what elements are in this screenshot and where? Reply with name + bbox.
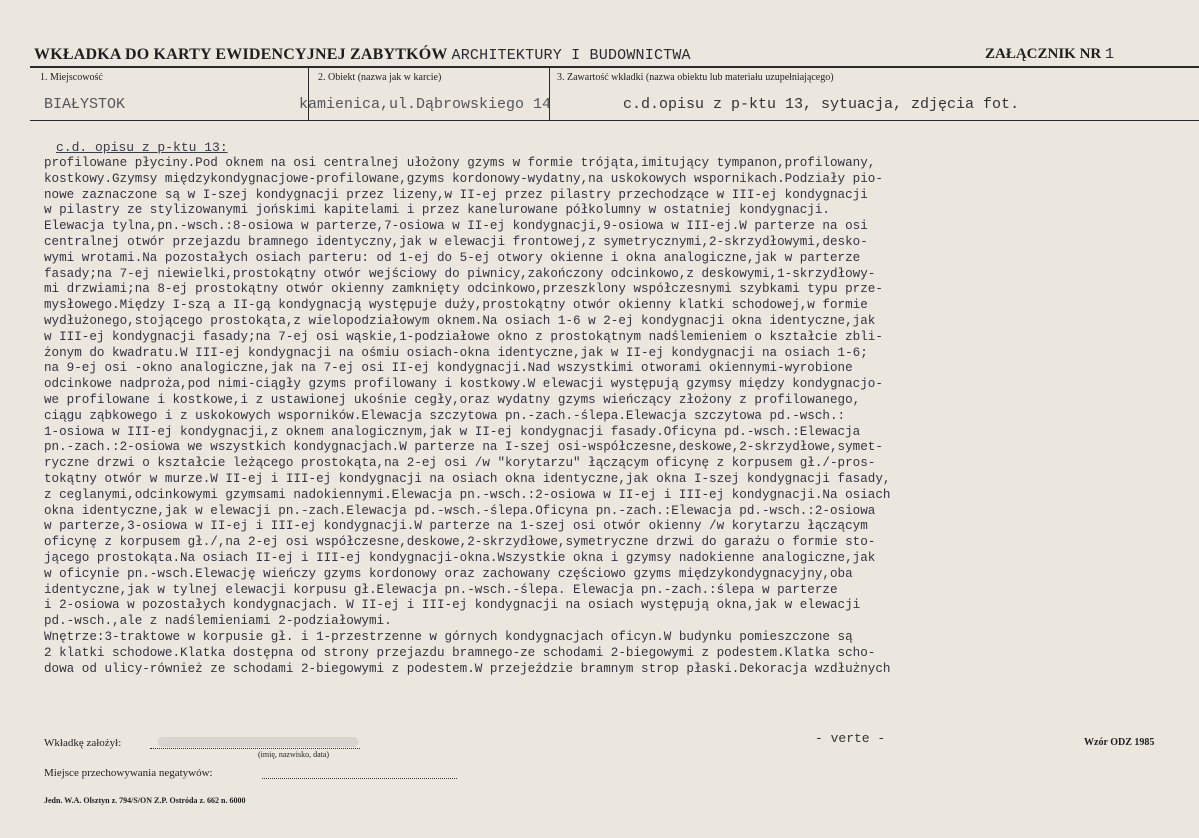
description-line: profilowane płyciny.Pod oknem na osi centralnej ułożony gzyms w formie trójąta,imitujący tympanon,profilowany, (44, 156, 876, 170)
attachment-number (985, 46, 1114, 63)
header-top-rule (30, 66, 1199, 68)
description-body (44, 156, 1199, 677)
description-line: pn.-zach.:2-osiowa we wszystkich kondygnacjach.W parterze na I-szej osi-współczesne,deskowe,2-skrzydłowe,symet- (44, 440, 883, 455)
verte-note: - verte - (815, 731, 886, 746)
founder-line (150, 748, 360, 749)
card-title (34, 46, 691, 64)
description-line: okna identyczne,jak w elewacji pn.-zach.Elewacja pd.-wsch.-ślepa.Oficyna pn.-zach.:Elewacja pd.-wsch.:2-osiowa (44, 503, 876, 518)
attachment-value: 1 (1105, 46, 1115, 63)
description-line: nowe zaznaczone są w I-szej kondygnacji przez lizeny,w II-ej przez pilastry przechodzące w III-ej kondygnacji (44, 187, 868, 202)
description-line: fasady;na 7-ej niewielki,prostokątny otwór wejściowy do piwnicy,zakończony odcinkowo,z deskowymi,1-skrzydłowy- (44, 266, 876, 281)
description-line: tokątny otwór w murze.W II-ej i III-ej kondygnacji na osiach okna identyczne,jak okna I-szej kondygnacji fasady, (44, 471, 891, 486)
negatives-line (262, 778, 457, 779)
field-value-miejscowosc: BIAŁYSTOK (44, 96, 126, 113)
description-line: mysłowego.Między I-szą a II-gą kondygnacją występuje duży,prostokątny otwór okienny klatki schodowej,w formie (44, 298, 868, 313)
attachment-label: ZAŁĄCZNIK NR (985, 46, 1102, 62)
field-label-zawartosc: 3. Zawartość wkładki (nazwa obiektu lub materiału uzupełniającego) (557, 72, 834, 83)
continuation-heading: c.d. opisu z p-ktu 13: (56, 140, 228, 155)
description-line: ciągu ząbkowego i z uskokowych wsporników.Elewacja szczytowa pn.-zach.-ślepa.Elewacja szczytowa pd.-wsch.: (44, 408, 846, 423)
description-line: 1-osiowa w III-ej kondygnacji,z oknem analogicznym,jak w II-ej kondygnacji fasady.Oficyna pd.-wsch.:Elewacja (44, 424, 861, 439)
description-line: odcinkowe nadproża,pod nimi-ciągły gzyms profilowany i kostkowy.W elewacji występują gzymsy między kondygnacjo- (44, 377, 883, 392)
description-line: kostkowy.Gzymsy międzykondygnacjowe-profilowane,gzyms kordonowy-wydatny,na uskokowych wspornikach.Podziały pio- (44, 171, 883, 186)
description-line: 2 klatki schodowe.Klatka dostępna od strony przejazdu bramnego-ze schodami 2-biegowymi z podestem.Klatka scho- (44, 645, 876, 660)
description-line: jącego prostokąta.Na osiach II-ej i III-ej kondygnacji-okna.Wszystkie okna i gzymsy nadokienne analogiczne,jak (44, 550, 876, 565)
form-code: Wzór ODZ 1985 (1084, 737, 1155, 748)
header-bottom-rule (30, 120, 1199, 121)
description-line: centralnej otwór przejazdu bramnego identyczny,jak w elewacji frontowej,z symetrycznymi,2-skrzydłowymi,desko- (44, 234, 868, 249)
field-label-obiekt: 2. Obiekt (nazwa jak w karcie) (318, 72, 442, 83)
founder-hint: (imię, nazwisko, data) (258, 750, 330, 759)
description-line: w oficynie pn.-wsch.Elewację wieńczy gzyms kordonowy oraz zachowany częściowo gzyms międzykondygnacyjny,oba (44, 566, 853, 581)
description-line: w parterze,3-osiowa w II-ej i III-ej kondygnacji.W parterze na 1-szej osi otwór okienny /w korytarzu łączącym (44, 519, 868, 534)
description-line: Wnętrze:3-traktowe w korpusie gł. i 1-przestrzenne w górnych kondygnacjach oficyn.W budynku pomieszczone są (44, 629, 853, 644)
card-title-printed: WKŁADKA DO KARTY EWIDENCYJNEJ ZABYTKÓW (34, 46, 448, 63)
description-line: wydłużonego,stojącego prostokąta,z wielopodziałowym oknem.Na osiach 1-6 w 2-ej kondygnacji okna identyczne,jak (44, 313, 876, 328)
description-line: i 2-osiowa w pozostałych kondygnacjach. W II-ej i III-ej kondygnacji na osiach występują okna,jak w elewacji (44, 598, 861, 613)
redacted-name (158, 737, 358, 747)
negatives-label: Miejsce przechowywania negatywów: (44, 767, 213, 779)
field-label-miejscowosc: 1. Miejscowość (40, 72, 103, 83)
description-line: dowa od ulicy-również ze schodami 2-biegowymi z podestem.W przejeździe bramnym strop płaski.Dekoracja wzdłużnych (44, 661, 891, 676)
description-line: na 9-ej osi -okno analogiczne,jak na 7-ej osi II-ej kondygnacji.Nad wszystkimi otworami okiennymi-wyrobione (44, 361, 853, 376)
print-info: Jedn. W.A. Olsztyn z. 794/S/ON Z.P. Ostróda z. 662 n. 6000 (44, 796, 246, 805)
description-line: w III-ej kondygnacji fasady;na 7-ej osi wąskie,1-podziałowe okno z prostokątnym nadślemieniem o kształcie zbli- (44, 329, 883, 344)
field-value-obiekt: kamienica,ul.Dąbrowskiego 14 (299, 96, 552, 113)
description-line: pd.-wsch.,ale z nadślemieniami 2-podziałowymi. (44, 614, 392, 629)
description-line: z ceglanymi,odcinkowymi gzymsami nadokiennymi.Elewacja pn.-wsch.:2-osiowa w II-ej i III-ej kondygnacji.Na osiach (44, 487, 891, 502)
description-line: mi drzwiami;na 8-ej prostokątny otwór okienny zamknięty odcinkowo,przeszklony współczesnymi szybkami typu prze- (44, 282, 883, 297)
description-line: we profilowane i kostkowe,i z ustawionej ukośnie cegły,oraz wydatny gzyms wieńczący złożony z profilowanego, (44, 392, 861, 407)
card-title-typed: ARCHITEKTURY I BUDOWNICTWA (451, 47, 691, 64)
description-line: Elewacja tylna,pn.-wsch.:8-osiowa w parterze,7-osiowa w II-ej kondygnacji,9-osiowa w III-ej.W parterze na osi (44, 219, 868, 234)
description-line: identyczne,jak w tylnej elewacji korpusu gł.Elewacja pn.-wsch.-ślepa. Elewacja pn.-zach.:ślepa w parterze (44, 582, 838, 597)
description-line: ryczne drzwi o kształcie leżącego prostokąta,na 2-ej osi /w "korytarzu" łączącym oficynę z korpusem gł./-pros- (44, 456, 876, 471)
field-value-zawartosc: c.d.opisu z p-ktu 13, sytuacja, zdjęcia fot. (623, 96, 1020, 113)
description-line: oficynę z korpusem gł./,na 2-ej osi współczesne,deskowe,2-skrzydłowe,symetryczne drzwi do garażu o formie sto- (44, 535, 876, 550)
description-line: wymi wrotami.Na pozostałych osiach parteru: od 1-ej do 5-ej otwory okienne i okna analogiczne,jak w parterze (44, 250, 861, 265)
founder-label: Wkładkę założył: (44, 737, 122, 749)
description-line: w pilastry ze stylizowanymi jońskimi kapitelami i przez kanelurowane półkolumny w ostatniej kondygnacji. (44, 203, 830, 218)
description-line: żonym do kwadratu.W III-ej kondygnacji na ośmiu osiach-okna identyczne,jak w II-ej kondygnacji na osiach 1-6; (44, 345, 868, 360)
